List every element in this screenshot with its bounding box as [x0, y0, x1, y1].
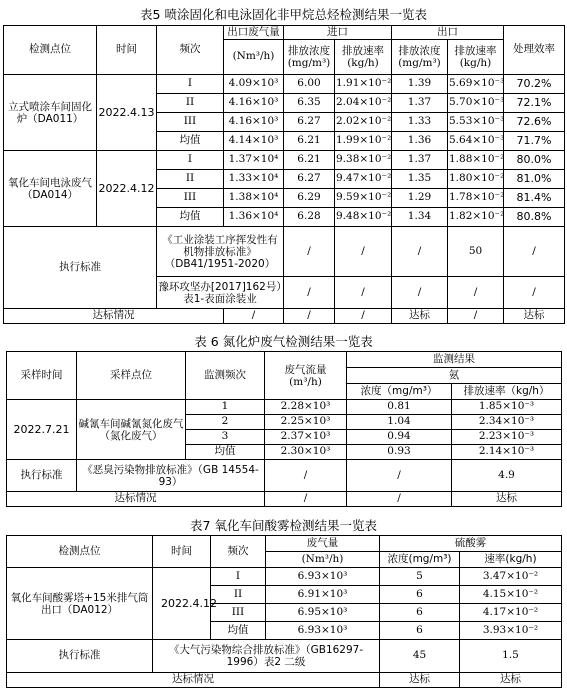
t6-cell: 达标: [452, 492, 562, 507]
table6-caption: 表 6 氮化炉废气检测结果一览表: [194, 334, 373, 349]
t5-cell: 1.38×10⁴: [224, 189, 284, 208]
t5-cell: I: [157, 151, 224, 170]
t7-status-label: 达标情况: [7, 673, 380, 688]
t6-cell: 2.37×10³: [265, 430, 347, 445]
t5-cell: /: [284, 309, 335, 324]
t5-cell: /: [224, 309, 284, 324]
t5-header-inlet-rate: 排放速率 (kg/h): [335, 40, 392, 75]
t5-cell: 6.29: [284, 189, 335, 208]
t5-cell: 81.0%: [504, 170, 565, 189]
t5-cell: 1.80×10⁻²: [448, 170, 504, 189]
t5-time-cell: 2022.4.12: [97, 151, 157, 227]
t7-cell: 1.5: [460, 640, 562, 673]
t6-header-ammonia: 氨: [347, 368, 562, 384]
t5-cell: /: [284, 277, 335, 309]
t5-cell: 70.2%: [504, 75, 565, 94]
t7-cell: 均值: [211, 622, 266, 640]
t7-standard-name: 《大气污染物综合排放标准》（GB16297-1996）表2 二级: [153, 640, 380, 673]
t5-cell: 1.35: [392, 170, 448, 189]
t5-header-frequency: 频次: [157, 26, 224, 75]
t5-cell: /: [448, 277, 504, 309]
t7-cell: I: [211, 568, 266, 586]
t5-standard-1-name: 《工业涂装工序挥发性有机物排放标准》（DB41/1951-2020）: [157, 227, 284, 277]
t5-header-efficiency: 处理效率: [504, 26, 565, 75]
t5-cell: 4.14×10³: [224, 132, 284, 151]
t7-cell: 3.93×10⁻²: [460, 622, 562, 640]
t5-point-cell: 氧化车间电泳废气（DA014）: [4, 151, 97, 227]
t5-cell: 4.16×10³: [224, 113, 284, 132]
table-row: [7, 492, 562, 507]
t5-cell: /: [392, 227, 448, 277]
t7-point-cell: 氧化车间酸雾塔+15米排气筒出口（DA012）: [7, 568, 153, 640]
t7-cell: 达标: [460, 673, 562, 688]
t7-header-flow-unit: (Nm³/h): [266, 552, 380, 568]
t5-cell: 72.1%: [504, 94, 565, 113]
t7-time-cell: 2022.4.12: [153, 568, 211, 640]
t5-cell: 1.37: [392, 94, 448, 113]
table-row: [4, 227, 565, 277]
t5-header-flow: 出口废气量: [224, 26, 284, 40]
t5-cell: 均值: [157, 132, 224, 151]
t5-cell: 1.37×10⁴: [224, 151, 284, 170]
t5-cell: I: [157, 75, 224, 94]
t5-cell: 4.16×10³: [224, 94, 284, 113]
t5-cell: /: [448, 309, 504, 324]
t5-cell: 1.33: [392, 113, 448, 132]
t7-standard-label: 执行标准: [7, 640, 153, 673]
table7-caption: 表7 氧化车间酸雾检测结果一览表: [190, 518, 377, 533]
t7-header-acid-mist: 硫酸雾: [380, 536, 562, 552]
t7-cell: 4.15×10⁻²: [460, 586, 562, 604]
t7-cell: 6: [380, 586, 460, 604]
t5-cell: 9.47×10⁻²: [335, 170, 392, 189]
table5-caption: 表5 喷涂固化和电泳固化非甲烷总烃检测结果一览表: [140, 7, 427, 22]
t6-cell: 0.81: [347, 400, 452, 415]
t5-cell: 6.27: [284, 170, 335, 189]
t5-cell: 6.21: [284, 132, 335, 151]
t5-cell: 5.70×10⁻³: [448, 94, 504, 113]
t7-cell: 6.91×10³: [266, 586, 380, 604]
t6-header-result: 监测结果: [347, 352, 562, 368]
t6-cell: 3: [186, 430, 265, 445]
t5-cell: 2.04×10⁻²: [335, 94, 392, 113]
t5-cell: 6.27: [284, 113, 335, 132]
t5-cell: 72.6%: [504, 113, 565, 132]
t5-cell: 9.38×10⁻²: [335, 151, 392, 170]
t5-cell: 1.82×10⁻²: [448, 208, 504, 227]
t6-status-label: 达标情况: [7, 492, 265, 507]
t5-standard-2-name: 豫环攻坚办[2017]162号）表1-表面涂装业: [157, 277, 284, 309]
t7-cell: 4.17×10⁻²: [460, 604, 562, 622]
t6-header-point: 采样点位: [77, 352, 186, 400]
t5-cell: 1.78×10⁻²: [448, 189, 504, 208]
t6-cell: 2.25×10³: [265, 415, 347, 430]
t5-cell: /: [335, 227, 392, 277]
t6-point-cell: 碱氰车间碱氰氮化废气（氮化废气）: [77, 400, 186, 460]
t6-cell: /: [347, 460, 452, 492]
table-row: [4, 75, 565, 94]
table-row: [7, 673, 562, 688]
t5-header-inlet-conc: 排放浓度 (mg/m³): [284, 40, 335, 75]
t5-cell: 均值: [157, 208, 224, 227]
t6-cell: 4.9: [452, 460, 562, 492]
t5-cell: 1.34: [392, 208, 448, 227]
t5-cell: 50: [448, 227, 504, 277]
t6-cell: /: [265, 492, 347, 507]
t5-cell: 1.91×10⁻²: [335, 75, 392, 94]
t6-cell: 2.30×10³: [265, 445, 347, 460]
t5-cell: 9.48×10⁻²: [335, 208, 392, 227]
t5-header-point: 检测点位: [4, 26, 97, 75]
t5-cell: 6.00: [284, 75, 335, 94]
t7-header-rate: 速率(kg/h): [460, 552, 562, 568]
t7-header-conc: 浓度(mg/m³): [380, 552, 460, 568]
t5-standard-label: 执行标准: [4, 227, 157, 309]
table-row: [7, 640, 562, 673]
t6-header-rate: 排放速率（kg/h）: [452, 384, 562, 400]
t5-cell: /: [335, 277, 392, 309]
t6-cell: 0.94: [347, 430, 452, 445]
t5-cell: 5.69×10⁻³: [448, 75, 504, 94]
t5-header-outlet: 出口: [392, 26, 504, 40]
t5-cell: /: [284, 227, 335, 277]
t7-cell: 45: [380, 640, 460, 673]
t5-cell: /: [504, 227, 565, 277]
t6-header-conc: 浓度（mg/m³）: [347, 384, 452, 400]
t5-cell: II: [157, 170, 224, 189]
table-row: [7, 568, 562, 586]
t6-cell: 0.93: [347, 445, 452, 460]
t5-header-flow-unit: (Nm³/h): [224, 40, 284, 75]
t5-cell: 5.64×10⁻³: [448, 132, 504, 151]
t6-cell: 1: [186, 400, 265, 415]
t5-cell: 1.37: [392, 151, 448, 170]
t5-cell: 5.53×10⁻³: [448, 113, 504, 132]
t5-point-cell: 立式喷涂车间固化炉（DA011）: [4, 75, 97, 151]
t5-cell: 1.88×10⁻²: [448, 151, 504, 170]
t5-header-inlet: 进口: [284, 26, 392, 40]
t5-header-outlet-conc: 排放浓度 (mg/m³): [392, 40, 448, 75]
t5-cell: 1.39: [392, 75, 448, 94]
t5-cell: 6.35: [284, 94, 335, 113]
t7-cell: 6.93×10³: [266, 568, 380, 586]
t5-cell: II: [157, 94, 224, 113]
t6-time-cell: 2022.7.21: [7, 400, 77, 460]
t5-cell: 71.7%: [504, 132, 565, 151]
t6-cell: /: [347, 492, 452, 507]
t5-cell: 1.29: [392, 189, 448, 208]
t5-header-time: 时间: [97, 26, 157, 75]
table-row: [4, 151, 565, 170]
t5-cell: 1.36×10⁴: [224, 208, 284, 227]
t6-cell: 均值: [186, 445, 265, 460]
t5-cell: 达标: [504, 309, 565, 324]
t6-cell: /: [265, 460, 347, 492]
t5-cell: /: [335, 309, 392, 324]
t6-header-frequency: 监测频次: [186, 352, 265, 400]
t5-cell: 81.4%: [504, 189, 565, 208]
t6-cell: 2.28×10³: [265, 400, 347, 415]
t7-cell: 6.93×10³: [266, 622, 380, 640]
t7-cell: III: [211, 604, 266, 622]
table6: [6, 351, 562, 507]
table-row: [4, 309, 565, 324]
t5-cell: 1.99×10⁻²: [335, 132, 392, 151]
t5-cell: 6.28: [284, 208, 335, 227]
t5-time-cell: 2022.4.13: [97, 75, 157, 151]
t6-header-flow: 废气流量 (m³/h): [265, 352, 347, 400]
t7-cell: 6: [380, 604, 460, 622]
t5-cell: 1.36: [392, 132, 448, 151]
table-row: [7, 460, 562, 492]
t5-cell: 80.0%: [504, 151, 565, 170]
t5-cell: /: [504, 277, 565, 309]
t6-cell: 2.34×10⁻³: [452, 415, 562, 430]
t5-cell: III: [157, 113, 224, 132]
t7-header-frequency: 频次: [211, 536, 266, 568]
t5-cell: III: [157, 189, 224, 208]
t7-header-flow: 废气量: [266, 536, 380, 552]
t7-cell: 6: [380, 622, 460, 640]
t5-cell: 6.21: [284, 151, 335, 170]
t5-cell: 1.33×10⁴: [224, 170, 284, 189]
t6-cell: 2.23×10⁻³: [452, 430, 562, 445]
t5-status-label: 达标情况: [4, 309, 224, 324]
t7-cell: 3.47×10⁻²: [460, 568, 562, 586]
t7-header-time: 时间: [153, 536, 211, 568]
t5-header-outlet-rate: 排放速率 (kg/h): [448, 40, 504, 75]
t7-cell: II: [211, 586, 266, 604]
table7: [6, 535, 562, 688]
t6-header-time: 采样时间: [7, 352, 77, 400]
table5: [3, 25, 565, 324]
table-row: [7, 400, 562, 415]
t6-cell: 2: [186, 415, 265, 430]
t6-cell: 2.14×10⁻³: [452, 445, 562, 460]
t6-standard-name: 《恶臭污染物排放标准》（GB 14554-93）: [77, 460, 265, 492]
t7-cell: 达标: [380, 673, 460, 688]
t6-standard-label: 执行标准: [7, 460, 77, 492]
t5-cell: 4.09×10³: [224, 75, 284, 94]
t6-cell: 1.85×10⁻³: [452, 400, 562, 415]
t7-cell: 5: [380, 568, 460, 586]
t6-cell: 1.04: [347, 415, 452, 430]
t7-cell: 6.95×10³: [266, 604, 380, 622]
t5-cell: 9.59×10⁻²: [335, 189, 392, 208]
t7-header-point: 检测点位: [7, 536, 153, 568]
t5-cell: 2.02×10⁻²: [335, 113, 392, 132]
t5-cell: /: [392, 277, 448, 309]
t5-cell: 达标: [392, 309, 448, 324]
t5-cell: 80.8%: [504, 208, 565, 227]
